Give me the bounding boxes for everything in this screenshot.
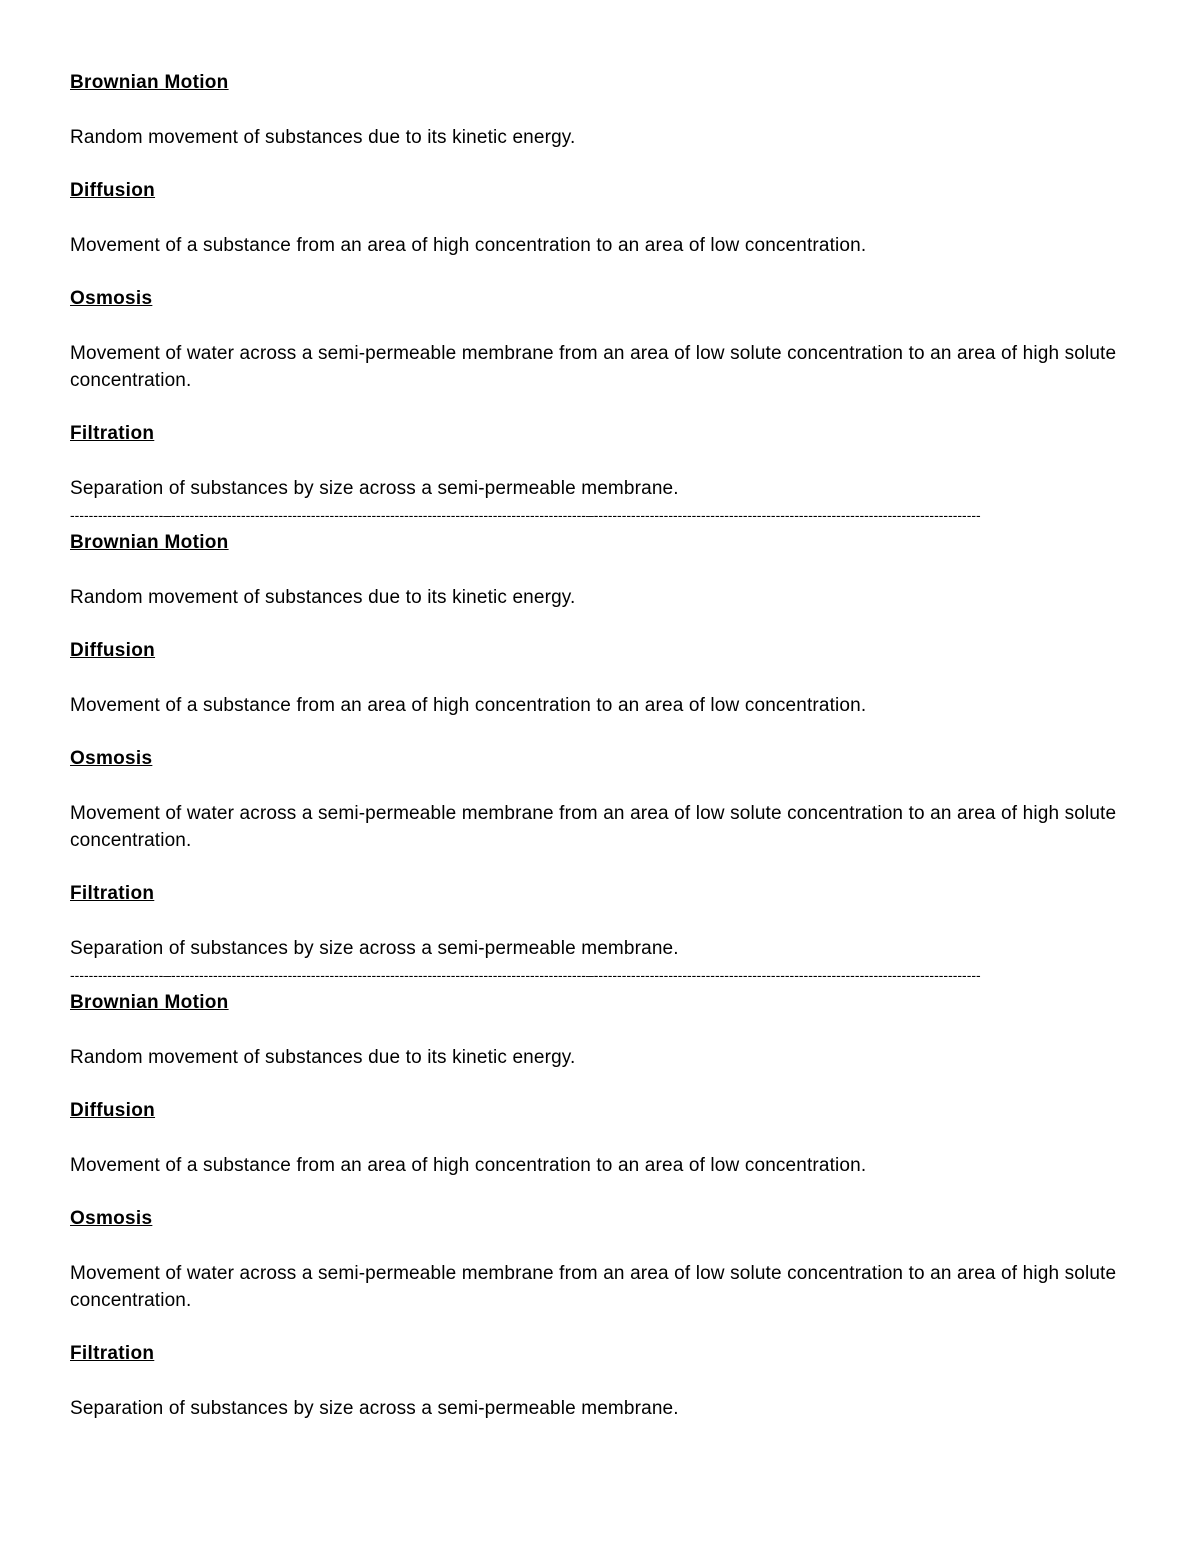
term-definition: Separation of substances by size across a semi-permeable membrane. <box>70 938 679 959</box>
term-definition: Movement of a substance from an area of high concentration to an area of low concentration. <box>70 235 867 256</box>
term-heading: Filtration <box>70 1343 155 1364</box>
term-heading: Brownian Motion <box>70 532 229 553</box>
term-definition: Random movement of substances due to its kinetic energy. <box>70 127 576 148</box>
term-heading: Diffusion <box>70 1100 156 1121</box>
dashed-divider: --------------------–-----------------------------------------------------------------------------------------–----------------------------------------------------------------------------------- <box>70 507 981 523</box>
term-definition: Random movement of substances due to its kinetic energy. <box>70 587 576 608</box>
term-definition: Movement of water across a semi-permeable membrane from an area of low solute concentration to an area of high solute concentration. <box>70 343 1117 391</box>
definition-section-2 <box>70 530 1132 962</box>
term-heading: Diffusion <box>70 180 156 201</box>
term-heading: Brownian Motion <box>70 72 229 93</box>
term-definition: Movement of water across a semi-permeable membrane from an area of low solute concentration to an area of high solute concentration. <box>70 1263 1117 1311</box>
definition-section-3 <box>70 990 1132 1422</box>
term-heading: Osmosis <box>70 748 153 769</box>
term-heading: Diffusion <box>70 640 156 661</box>
term-definition: Movement of a substance from an area of high concentration to an area of low concentration. <box>70 695 867 716</box>
term-heading: Osmosis <box>70 288 153 309</box>
term-definition: Movement of water across a semi-permeable membrane from an area of low solute concentration to an area of high solute concentration. <box>70 803 1117 851</box>
dashed-divider: --------------------–-----------------------------------------------------------------------------------------–----------------------------------------------------------------------------------- <box>70 967 981 983</box>
document-page <box>70 70 1132 1422</box>
term-definition: Separation of substances by size across a semi-permeable membrane. <box>70 1398 679 1419</box>
term-heading: Filtration <box>70 883 155 904</box>
term-definition: Separation of substances by size across a semi-permeable membrane. <box>70 478 679 499</box>
term-definition: Random movement of substances due to its kinetic energy. <box>70 1047 576 1068</box>
term-heading: Filtration <box>70 423 155 444</box>
term-heading: Brownian Motion <box>70 992 229 1013</box>
definition-section-1 <box>70 70 1132 502</box>
term-heading: Osmosis <box>70 1208 153 1229</box>
term-definition: Movement of a substance from an area of high concentration to an area of low concentration. <box>70 1155 867 1176</box>
